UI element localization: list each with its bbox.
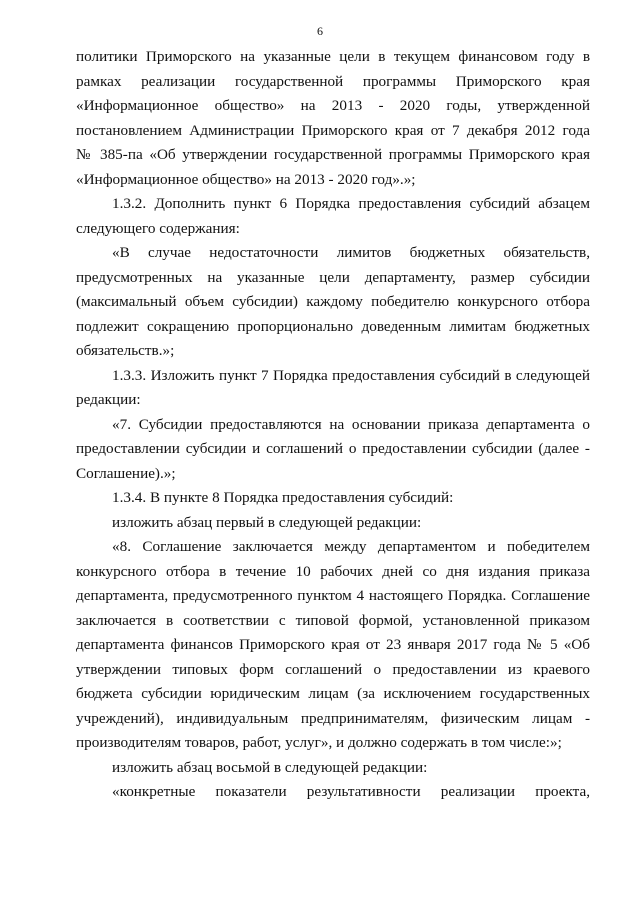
text-line: редакции:	[76, 391, 141, 408]
text-line: следующего содержания:	[76, 219, 240, 237]
text-line: департамента финансов Приморского края от 23 января 2017 года № 5 «Об	[76, 636, 590, 653]
text-line: департамента, предусмотренного пунктом 4 настоящего Порядка. Соглашение	[76, 587, 590, 604]
text-line: «Информационное общество» на 2013 - 2020 годы, утвержденной	[76, 97, 590, 114]
text-line: бюджета субсидии юридическим лицам (за исключением государственных	[76, 685, 590, 702]
text-line: «7. Субсидии предоставляются на основании приказа департамента о	[112, 415, 590, 433]
text-line: подлежит сокращению пропорционально доведенным лимитам бюджетных	[76, 317, 590, 335]
text-line: предусмотренных на указанные цели департаменту, размер субсидии	[76, 268, 590, 286]
text-line: «конкретные показатели результативности реализации проекта,	[112, 783, 590, 800]
document-body	[76, 45, 590, 805]
page-number: 6	[317, 24, 323, 38]
text-line: № 385-па «Об утверждении государственной программы Приморского края	[76, 146, 590, 163]
text-line: Соглашение).»;	[76, 464, 176, 482]
text-line: 1.3.3. Изложить пункт 7 Порядка предоставления субсидий в следующей	[112, 366, 590, 384]
text-line: постановлением Администрации Приморского края от 7 декабря 2012 года	[76, 121, 590, 139]
text-line: утверждении типовых форм соглашений о предоставлении из краевого	[76, 660, 590, 678]
text-line: политики Приморского на указанные цели в текущем финансовом году в	[76, 48, 590, 65]
text-line: «Информационное общество» на 2013 - 2020 год».»;	[76, 170, 416, 188]
text-line: «В случае недостаточности лимитов бюджетных обязательств,	[112, 244, 590, 261]
text-line: изложить абзац первый в следующей редакции:	[112, 513, 422, 531]
text-line: изложить абзац восьмой в следующей редакции:	[112, 758, 428, 776]
text-line: 1.3.4. В пункте 8 Порядка предоставления субсидий:	[112, 489, 454, 506]
text-line: предоставлении субсидии и соглашений о предоставлении субсидии (далее -	[76, 440, 590, 457]
text-line: учреждений), индивидуальным предпринимателям, физическим лицам -	[76, 709, 590, 727]
text-line: производителям товаров, работ, услуг», и должно содержать в том числе:»;	[76, 734, 562, 751]
text-line: «8. Соглашение заключается между департаментом и победителем	[112, 538, 590, 555]
text-line: рамках реализации государственной программы Приморского края	[76, 72, 590, 90]
text-line: 1.3.2. Дополнить пункт 6 Порядка предоставления субсидий абзацем	[112, 195, 590, 212]
text-line: заключается в соответствии с типовой формой, установленной приказом	[76, 611, 590, 629]
text-line: обязательств.»;	[76, 342, 175, 359]
text-line: (максимальный объем субсидии) каждому победителю конкурсного отбора	[76, 293, 590, 310]
text-line: конкурсного отбора в течение 10 рабочих дней со дня издания приказа	[76, 562, 590, 580]
